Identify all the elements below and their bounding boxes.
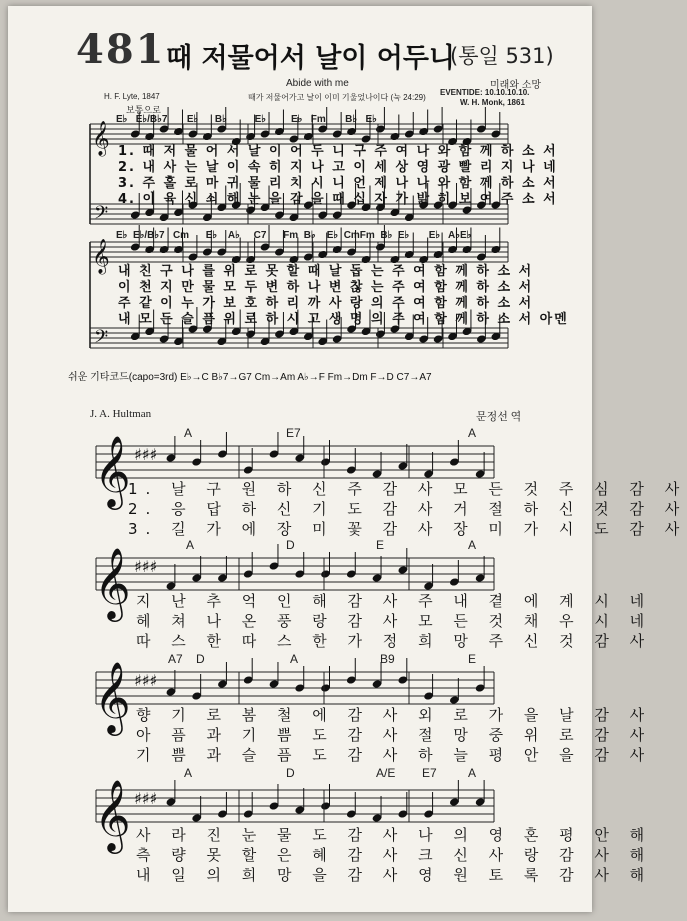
song-lyric-line: 지 난 추 억 인 해 감 사 주 내 곁 에 계 시 네 xyxy=(136,592,653,610)
key-signature: ♯♯♯ xyxy=(134,789,158,808)
tempo-marking: 보통으로 xyxy=(126,105,161,115)
verse-line: 2. 내 사 는 날 이 속 히 지 나 고 이 세 상 영 광 빨 리 지 나 네 xyxy=(118,160,558,175)
hymn-title: 때 저물어서 날이 어두니 xyxy=(166,43,456,74)
key-signature: ♯♯♯ xyxy=(134,557,158,576)
verse-line: 이 천 지 만 물 모 두 변 하 나 변 찮 는 주 여 함 께 하 소 서 xyxy=(118,280,534,295)
song-translator: 문정선 역 xyxy=(476,411,522,423)
chord-label: D xyxy=(286,766,295,780)
verse-line: 3. 주 홀 로 마 귀 물 리 치 시 니 언 제 나 나 와 함 께 하 소 서 xyxy=(118,176,558,191)
song-lyric-line: 측 량 못 할 은 혜 감 사 크 신 사 랑 감 사 해 xyxy=(136,846,653,864)
chord-label: A xyxy=(186,538,195,552)
sheet-music-page xyxy=(8,6,687,912)
chord-label: A xyxy=(184,426,193,440)
key-signature: ♯♯♯ xyxy=(134,445,158,464)
chord-label: A7 xyxy=(168,652,183,666)
song-lyric-line: 사 라 진 눈 물 도 감 사 나 의 영 혼 평 안 해 xyxy=(136,826,653,844)
song-lyric-line: 내 일 의 희 망 을 감 사 영 원 토 록 감 사 해 xyxy=(136,866,653,884)
chord-label: E xyxy=(468,652,477,666)
bass-clef: 𝄢 xyxy=(94,327,109,352)
chord-label: E7 xyxy=(286,426,301,440)
treble-clef: 𝄞 xyxy=(92,121,110,156)
song-lyric-line: 향 기 로 봄 철 에 감 사 외 로 가 을 날 감 사 xyxy=(136,706,653,724)
guitar-chord-legend: 쉬운 기타코드(capo=3rd) E♭→C B♭7→G7 Cm→Am A♭→F Fm→Dm F→D C7→A7 xyxy=(68,372,432,383)
chord-label: A xyxy=(468,538,477,552)
treble-clef: 𝄞 xyxy=(94,434,131,507)
treble-clef: 𝄞 xyxy=(94,546,131,619)
song-lyric-line: 1. 날 구 원 하 신 주 감 사 모 든 것 주 심 감 사 xyxy=(128,480,687,498)
bass-clef: 𝄢 xyxy=(94,203,109,228)
chord-label: A xyxy=(184,766,193,780)
lyricist: H. F. Lyte, 1847 xyxy=(104,92,160,101)
song-lyric-line: 2. 응 답 하 신 기 도 감 사 거 절 하 신 것 감 사 xyxy=(128,500,687,518)
chord-label: A xyxy=(290,652,299,666)
scripture-verse: 때가 저물어가고 날이 이미 기울었나이다 (눅 24:29) xyxy=(248,93,426,102)
chord-label: A xyxy=(468,426,477,440)
verse-line: 내 친 구 나 를 위 로 못 할 때 날 돕 는 주 여 함 께 하 소 서 xyxy=(118,264,534,279)
song-lyric-line: 3. 길 가 에 장 미 꽃 감 사 장 미 가 시 도 감 사 xyxy=(128,520,687,538)
song-composer: J. A. Hultman xyxy=(90,408,152,420)
key-signature: ♯♯♯ xyxy=(134,671,158,690)
verse-line: 주 같 이 누 가 보 호 하 리 까 사 랑 의 주 여 함 께 하 소 서 xyxy=(118,296,534,311)
song-lyric-line: 기 쁨 과 슬 픔 도 감 사 하 늘 평 안 을 감 사 xyxy=(136,746,653,764)
song-lyric-line: 따 스 한 따 스 한 가 정 희 망 주 신 것 감 사 xyxy=(136,632,653,650)
chord-label: A xyxy=(468,766,477,780)
tune-name: EVENTIDE: 10.10.10.10. xyxy=(440,88,530,97)
verse-line: 4. 이 육 신 쇠 해 눈 을 감 을 때 십 자 가 밝 히 보 여 주 소 서 xyxy=(118,192,558,207)
chord-label: B9 xyxy=(380,652,395,666)
verse-line: 내 모 든 슬 픔 위 로 하 시 고 생 명 의 주 여 함 께 하 소 서 아멘 xyxy=(118,312,569,327)
english-title: Abide with me xyxy=(286,78,349,89)
hymn-number: 481 xyxy=(76,26,166,73)
song-lyric-line: 헤 쳐 나 온 풍 랑 감 사 모 든 것 채 우 시 네 xyxy=(136,612,653,630)
chord-label: D xyxy=(286,538,295,552)
chord-line-2: E♭ E♭/B♭7 Cm E♭ A♭ C7 Fm B♭ E♭ CmFm B♭ E♭ E♭ A♭E♭ xyxy=(116,230,472,241)
chord-label: D xyxy=(196,652,205,666)
hymn-reference: (통일 531) xyxy=(450,44,554,68)
category-label: 미래와 소망 xyxy=(490,80,542,91)
song-lyric-line: 아 픔 과 기 쁨 도 감 사 절 망 중 위 로 감 사 xyxy=(136,726,653,744)
treble-clef: 𝄞 xyxy=(94,778,131,851)
chord-label: A/E xyxy=(376,766,396,780)
treble-clef: 𝄞 xyxy=(92,239,110,274)
treble-clef: 𝄞 xyxy=(94,660,131,733)
composer: W. H. Monk, 1861 xyxy=(460,98,525,107)
chord-line-1: E♭ E♭/B♭7 E♭ B♭ E♭ E♭ Fm B♭ E♭ xyxy=(116,114,377,125)
chord-label: E7 xyxy=(422,766,437,780)
verse-line: 1. 때 저 물 어 서 날 이 어 두 니 구 주 여 나 와 함 께 하 소 서 xyxy=(118,144,558,159)
chord-label: E xyxy=(376,538,385,552)
